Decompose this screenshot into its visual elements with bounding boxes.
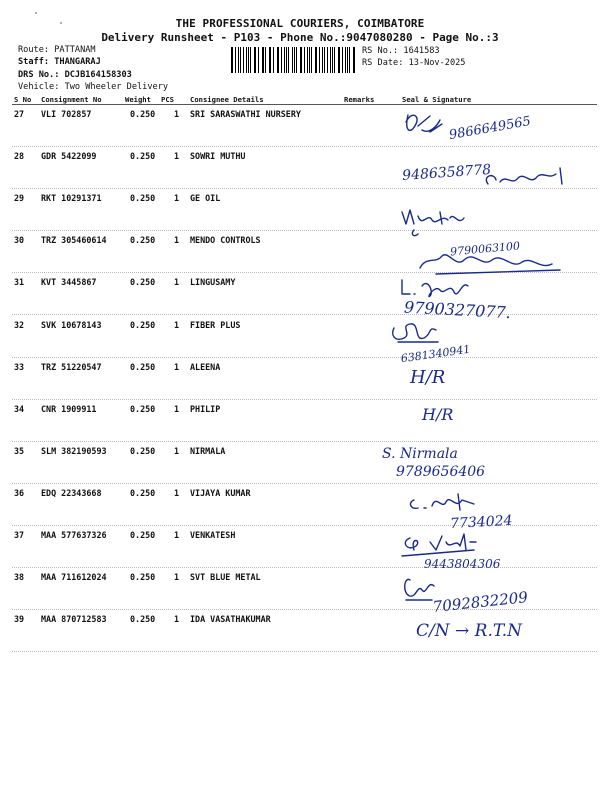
barcode-bar (246, 47, 247, 73)
cell-consignee: VIJAYA KUMAR (190, 487, 251, 498)
barcode-bar (270, 47, 271, 73)
handwritten-phone: 9790327077. (403, 297, 512, 323)
cell-weight: 0.250 (130, 361, 156, 372)
cell-consignee: VENKATESH (190, 530, 236, 540)
signature-scribble (411, 494, 474, 510)
col-pcs: PCS (161, 95, 174, 104)
signature-scribble (402, 534, 476, 556)
handwritten-remark: H/R (422, 405, 454, 424)
cell-sno: 33 (14, 361, 25, 372)
col-seal-signature: Seal & Signature (402, 95, 472, 104)
barcode-bar (240, 47, 241, 73)
cell-consignee: IDA VASATHAKUMAR (190, 614, 271, 625)
col-consignee: Consignee Details (190, 95, 264, 104)
cell-consignee: MENDO CONTROLS (190, 235, 261, 246)
cell-pcs: 1 (174, 319, 180, 330)
cell-pcs: 1 (174, 109, 180, 119)
cell-weight: 0.250 (130, 235, 156, 246)
cell-consignment-no: MAA 577637326 (41, 530, 107, 540)
col-consignment: Consignment No (41, 95, 102, 104)
cell-consignment-no: SLM 382190593 (41, 445, 107, 456)
cell-sno: 36 (14, 487, 25, 498)
cell-consignment-no: RKT 10291371 (41, 193, 102, 204)
cell-weight: 0.250 (130, 109, 156, 119)
cell-consignment-no: MAA 870712583 (41, 614, 107, 625)
barcode-bar (265, 47, 266, 73)
barcode-bar (288, 47, 289, 73)
handwritten-phone: 9486358778 (401, 161, 492, 185)
cell-sno: 31 (14, 277, 25, 288)
handwritten-phone: 9790063100 (449, 239, 521, 259)
signature-scribble (405, 579, 434, 600)
cell-weight: 0.250 (130, 487, 156, 498)
barcode-bar (353, 47, 354, 73)
signature-scribble (406, 115, 442, 132)
cell-consignment-no: SVK 10678143 (41, 319, 102, 330)
cell-pcs: 1 (174, 277, 180, 288)
cell-consignment-no: TRZ 305460614 (41, 235, 107, 246)
handwritten-phone: 9443804306 (424, 557, 501, 571)
barcode-bar (281, 47, 282, 73)
handwritten-phone: 9866649565 (447, 113, 533, 144)
runsheet-title: Delivery Runsheet - P103 - Phone No.:9047080280 - Page No.:3 (101, 31, 499, 44)
handwritten-remark: H/R (410, 367, 446, 388)
cell-pcs: 1 (174, 151, 180, 162)
cell-consignee: SRI SARASWATHI NURSERY (190, 109, 301, 119)
signature-scribble (393, 324, 438, 342)
barcode-bar (294, 47, 295, 73)
cell-sno: 27 (14, 109, 25, 119)
scan-speck (35, 12, 37, 14)
drs-number: DRS No.: DCJB164158303 (18, 70, 132, 80)
cell-consignee: SOWRI MUTHU (190, 151, 246, 162)
cell-sno: 38 (14, 572, 25, 583)
barcode-bar (345, 47, 346, 73)
cell-consignment-no: VLI 702857 (41, 109, 92, 119)
company-title: THE PROFESSIONAL COURIERS, COIMBATORE (175, 17, 425, 30)
cell-pcs: 1 (174, 614, 180, 625)
cell-pcs: 1 (174, 403, 180, 414)
cell-pcs: 1 (174, 193, 180, 204)
cell-weight: 0.250 (130, 319, 156, 330)
vehicle-label: Vehicle: Two Wheeler Delivery (18, 82, 169, 92)
cell-consignee: FIBER PLUS (190, 319, 241, 330)
cell-pcs: 1 (174, 487, 180, 498)
handwritten-phone: 7092832209 (431, 588, 529, 616)
barcode-bar (232, 47, 233, 73)
barcode-bar (332, 47, 333, 73)
signature-scribble (420, 255, 560, 274)
barcode-bar (307, 47, 308, 73)
handwritten-name: S. Nirmala (382, 446, 458, 462)
barcode-bar (255, 47, 256, 73)
cell-sno: 30 (14, 235, 25, 246)
signature-scribble (412, 230, 418, 236)
cell-consignee: NIRMALA (190, 445, 226, 456)
handwritten-remark: C/N → R.T.N (416, 621, 522, 641)
barcode-image (231, 47, 357, 73)
col-remarks: Remarks (344, 95, 375, 104)
handwritten-phone: 6381340941 (400, 342, 472, 366)
cell-consignee: LINGUSAMY (190, 277, 236, 288)
cell-consignment-no: GDR 5422099 (41, 151, 97, 162)
handwritten-phone: 7734024 (449, 512, 513, 533)
signature-scribble (402, 210, 464, 224)
cell-weight: 0.250 (130, 403, 156, 414)
cell-weight: 0.250 (130, 614, 156, 625)
cell-sno: 29 (14, 193, 25, 204)
cell-weight: 0.250 (130, 572, 156, 583)
cell-sno: 35 (14, 445, 25, 456)
cell-pcs: 1 (174, 572, 180, 583)
barcode-bar (254, 47, 255, 73)
cell-sno: 32 (14, 319, 25, 330)
barcode-bar (339, 47, 340, 73)
cell-weight: 0.250 (130, 193, 156, 204)
cell-pcs: 1 (174, 445, 180, 456)
handwritten-phone: 9789656406 (396, 464, 486, 480)
cell-consignee: SVT BLUE METAL (190, 572, 261, 583)
handwritten-signatures (370, 80, 600, 660)
cell-sno: 28 (14, 151, 25, 162)
barcode-bar (300, 47, 301, 73)
signature-scribble (402, 280, 468, 297)
cell-consignment-no: KVT 3445867 (41, 277, 97, 288)
cell-pcs: 1 (174, 530, 180, 540)
route-label: Route: PATTANAM (18, 45, 96, 55)
barcode-bar (273, 47, 274, 73)
rs-number: RS No.: 1641583 (362, 46, 440, 56)
cell-pcs: 1 (174, 235, 180, 246)
barcode-bar (324, 47, 325, 73)
cell-weight: 0.250 (130, 277, 156, 288)
col-sno: S No (14, 95, 32, 104)
cell-consignment-no: MAA 711612024 (41, 572, 107, 583)
cell-consignment-no: CNR 1909911 (41, 403, 97, 414)
col-weight: Weight (125, 95, 151, 104)
cell-weight: 0.250 (130, 530, 156, 540)
cell-consignment-no: EDQ 22343668 (41, 487, 102, 498)
barcode-bar (322, 47, 323, 73)
cell-sno: 37 (14, 530, 25, 540)
barcode-bar (315, 47, 316, 73)
cell-pcs: 1 (174, 361, 180, 372)
cell-consignee: GE OIL (190, 193, 221, 204)
cell-weight: 0.250 (130, 445, 156, 456)
signature-scribble (486, 168, 562, 184)
cell-consignment-no: TRZ 51220547 (41, 361, 102, 372)
cell-sno: 34 (14, 403, 25, 414)
cell-consignee: PHILIP (190, 403, 221, 414)
staff-label: Staff: THANGARAJ (18, 57, 101, 67)
cell-consignee: ALEENA (190, 361, 221, 372)
cell-sno: 39 (14, 614, 25, 625)
rs-date: RS Date: 13-Nov-2025 (362, 58, 466, 68)
cell-weight: 0.250 (130, 151, 156, 162)
